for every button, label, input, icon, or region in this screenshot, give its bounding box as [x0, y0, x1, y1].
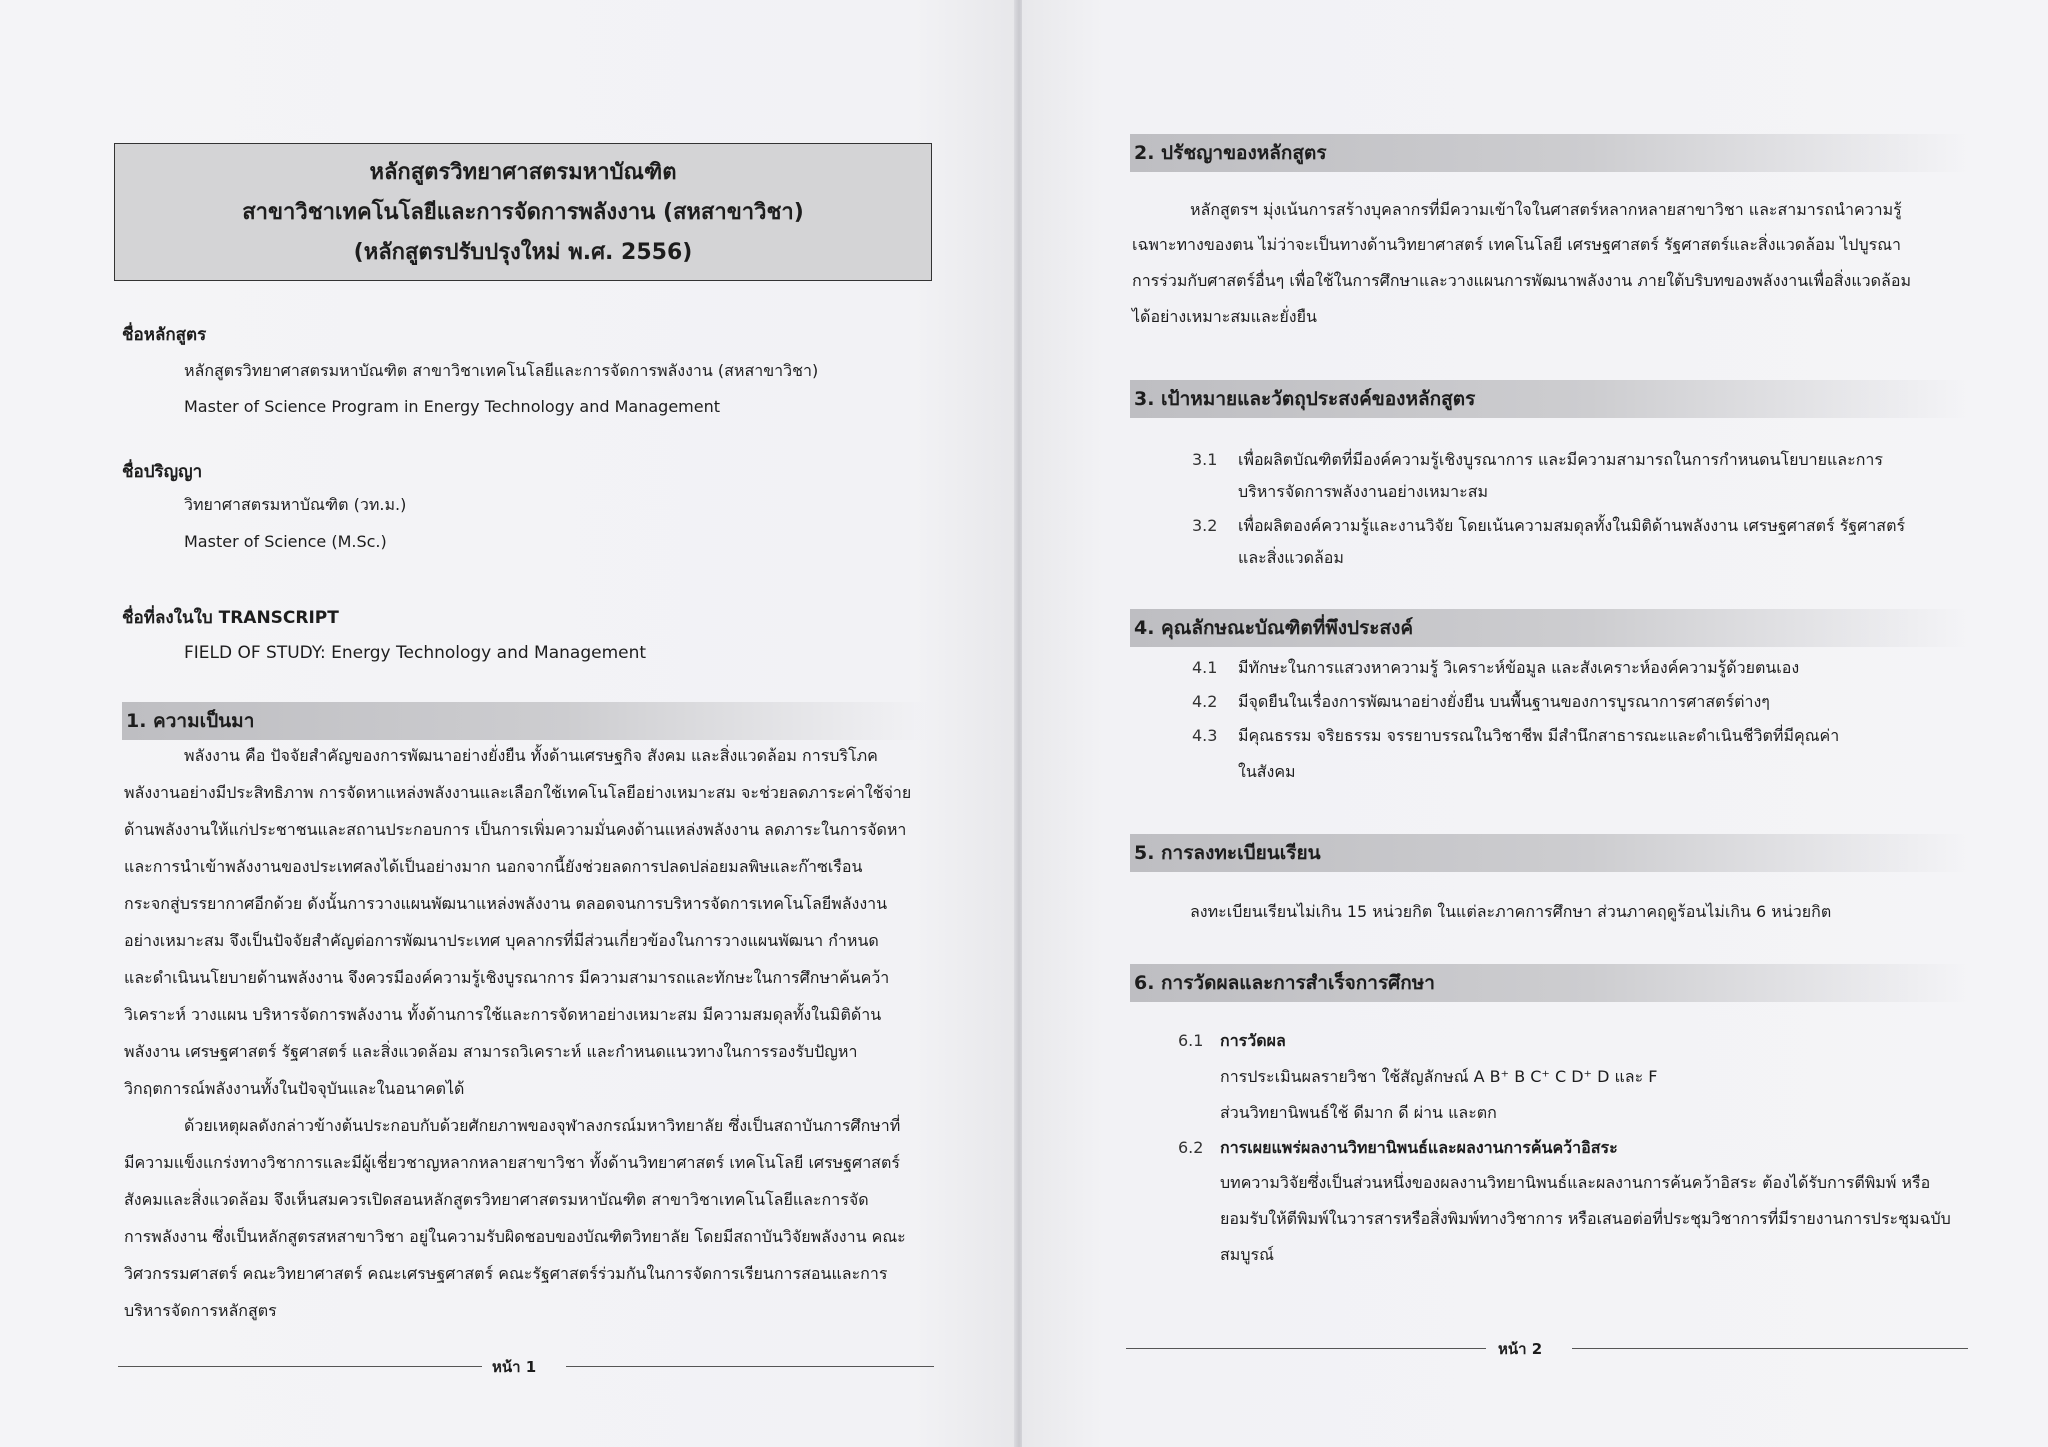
footer-rule-right	[566, 1366, 934, 1367]
section-6-sub1-line: ส่วนวิทยานิพนธ์ใช้ ดีมาก ดี ผ่าน และตก	[1220, 1103, 1497, 1122]
section-5-heading: 5. การลงทะเบียนเรียน	[1130, 834, 1968, 872]
section-4-item-line: มีคุณธรรม จริยธรรม จรรยาบรรณในวิชาชีพ มีสำนึกสาธารณะและดำเนินชีวิตที่มีคุณค่า	[1238, 726, 1840, 745]
title-line-3: (หลักสูตรปรับปรุงใหม่ พ.ศ. 2556)	[353, 240, 693, 265]
section-1-p2-line: การพลังงาน ซึ่งเป็นหลักสูตรสหสาขาวิชา อยู่ในความรับผิดชอบของบัณฑิตวิทยาลัย โดยมีสถาบันวิจัยพลังงาน คณะ	[124, 1227, 906, 1246]
section-3-item-line: บริหารจัดการพลังงานอย่างเหมาะสม	[1238, 482, 1489, 501]
program-name-thai: หลักสูตรวิทยาศาสตรมหาบัณฑิต สาขาวิชาเทคโนโลยีและการจัดการพลังงาน (สหสาขาวิชา)	[184, 361, 819, 380]
section-6-sub2-line: บทความวิจัยซึ่งเป็นส่วนหนึ่งของผลงานวิทยานิพนธ์และผลงานการค้นคว้าอิสระ ต้องได้รับการตีพิมพ์ หรือ	[1220, 1173, 1931, 1192]
footer-rule-right	[1572, 1348, 1968, 1349]
section-2-line: ได้อย่างเหมาะสมและยั่งยืน	[1132, 307, 1317, 326]
footer-rule-left	[118, 1366, 482, 1367]
section-3-heading: 3. เป้าหมายและวัตถุประสงค์ของหลักสูตร	[1130, 380, 1968, 418]
left-page	[0, 0, 1016, 1447]
title-line-1: หลักสูตรวิทยาศาสตรมหาบัณฑิต	[369, 160, 677, 185]
item-number: 4.3	[1192, 726, 1218, 745]
section-4-heading: 4. คุณลักษณะบัณฑิตที่พึงประสงค์	[1130, 609, 1968, 647]
section-4-item-line: ในสังคม	[1238, 762, 1296, 781]
item-number: 6.2	[1178, 1138, 1204, 1157]
section-1-p1-line: และการนำเข้าพลังงานของประเทศลงได้เป็นอย่างมาก นอกจากนี้ยังช่วยลดการปลดปล่อยมลพิษและก๊าซเรือน	[124, 857, 863, 876]
section-3-item-line: เพื่อผลิตองค์ความรู้และงานวิจัย โดยเน้นความสมดุลทั้งในมิติด้านพลังงาน เศรษฐศาสตร์ รัฐศาสตร์	[1238, 516, 1906, 535]
section-1-p1-line: พลังงาน เศรษฐศาสตร์ รัฐศาสตร์ และสิ่งแวดล้อม สามารถวิเคราะห์ และกำหนดแนวทางในการรองรับปัญหา	[124, 1042, 858, 1061]
section-1-p1-line: ด้านพลังงานให้แก่ประชาชนและสถานประกอบการ เป็นการเพิ่มความมั่นคงด้านแหล่งพลังงาน ลดภาระในการจัดหา	[124, 820, 907, 839]
item-number: 6.1	[1178, 1031, 1204, 1050]
page-number: หน้า 1	[492, 1358, 537, 1376]
transcript-value: FIELD OF STUDY: Energy Technology and Management	[184, 643, 647, 663]
section-6-heading: 6. การวัดผลและการสำเร็จการศึกษา	[1130, 964, 1968, 1002]
section-2-heading: 2. ปรัชญาของหลักสูตร	[1130, 134, 1968, 172]
section-1-p1-line: พลังงาน คือ ปัจจัยสำคัญของการพัฒนาอย่างยั่งยืน ทั้งด้านเศรษฐกิจ สังคม และสิ่งแวดล้อม การบริโภค	[184, 746, 878, 765]
program-name-label: ชื่อหลักสูตร	[122, 325, 207, 345]
section-2-line: เฉพาะทางของตน ไม่ว่าจะเป็นทางด้านวิทยาศาสตร์ เทคโนโลยี เศรษฐศาสตร์ รัฐศาสตร์และสิ่งแวดล้อม ไปบูรณา	[1132, 235, 1902, 254]
section-1-p2-line: วิศวกรรมศาสตร์ คณะวิทยาศาสตร์ คณะเศรษฐศาสตร์ คณะรัฐศาสตร์ร่วมกันในการจัดการเรียนการสอนและการ	[124, 1264, 888, 1283]
section-6-sub2-title: การเผยแพร่ผลงานวิทยานิพนธ์และผลงานการค้นคว้าอิสระ	[1220, 1138, 1618, 1157]
page-number: หน้า 2	[1498, 1340, 1543, 1358]
item-number: 3.1	[1192, 450, 1218, 469]
section-1-p2-line: มีความแข็งแกร่งทางวิชาการและมีผู้เชี่ยวชาญหลากหลายสาขาวิชา ทั้งด้านวิทยาศาสตร์ เทคโนโลยี เศรษฐศาสตร์	[124, 1153, 900, 1172]
right-page	[1022, 0, 2048, 1447]
section-1-p2-line: ด้วยเหตุผลดังกล่าวข้างต้นประกอบกับด้วยศักยภาพของจุฬาลงกรณ์มหาวิทยาลัย ซึ่งเป็นสถาบันการศึกษาที่	[184, 1116, 901, 1135]
section-3-item-line: เพื่อผลิตบัณฑิตที่มีองค์ความรู้เชิงบูรณาการ และมีความสามารถในการกำหนดนโยบายและการ	[1238, 450, 1883, 469]
item-number: 4.1	[1192, 658, 1218, 677]
section-1-heading: 1. ความเป็นมา	[122, 702, 928, 740]
section-2-line: หลักสูตรฯ มุ่งเน้นการสร้างบุคลากรที่มีความเข้าใจในศาสตร์หลากหลายสาขาวิชา และสามารถนำความรู้	[1190, 200, 1902, 219]
section-4-item-line: มีจุดยืนในเรื่องการพัฒนาอย่างยั่งยืน บนพื้นฐานของการบูรณาการศาสตร์ต่างๆ	[1238, 692, 1770, 711]
section-2-line: การร่วมกับศาสตร์อื่นๆ เพื่อใช้ในการศึกษาและวางแผนการพัฒนาพลังงาน ภายใต้บริบทของพลังงานเพื่อสิ่งแวดล้อม	[1132, 271, 1911, 290]
title-box	[114, 143, 932, 281]
section-1-p1-line: พลังงานอย่างมีประสิทธิภาพ การจัดหาแหล่งพลังงานและเลือกใช้เทคโนโลยีอย่างเหมาะสม จะช่วยลดภาระค่าใช้จ่าย	[124, 783, 912, 802]
section-1-p1-line: วิเคราะห์ วางแผน บริหารจัดการพลังงาน ทั้งด้านการใช้และการจัดหาอย่างเหมาะสม มีความสมดุลทั้งในมิติด้าน	[124, 1005, 882, 1024]
section-1-p1-line: อย่างเหมาะสม จึงเป็นปัจจัยสำคัญต่อการพัฒนาประเทศ บุคลากรที่มีส่วนเกี่ยวข้องในการวางแผนพัฒนา กำหนด	[124, 931, 879, 950]
section-1-p1-line: กระจกสู่บรรยากาศอีกด้วย ดังนั้นการวางแผนพัฒนาแหล่งพลังงาน ตลอดจนการบริหารจัดการเทคโนโลยีพลังงาน	[124, 894, 888, 913]
footer-rule-left	[1126, 1348, 1486, 1349]
section-5-text: ลงทะเบียนเรียนไม่เกิน 15 หน่วยกิต ในแต่ละภาคการศึกษา ส่วนภาคฤดูร้อนไม่เกิน 6 หน่วยกิต	[1190, 902, 1832, 921]
section-3-item-line: และสิ่งแวดล้อม	[1238, 548, 1344, 567]
transcript-label: ชื่อที่ลงในใบ TRANSCRIPT	[122, 608, 339, 628]
item-number: 3.2	[1192, 516, 1218, 535]
degree-name-label: ชื่อปริญญา	[122, 462, 203, 482]
item-number: 4.2	[1192, 692, 1218, 711]
section-6-sub2-line: สมบูรณ์	[1220, 1245, 1274, 1264]
section-1-p2-line: สังคมและสิ่งแวดล้อม จึงเห็นสมควรเปิดสอนหลักสูตรวิทยาศาสตรมหาบัณฑิต สาขาวิชาเทคโนโลยีและการจัด	[124, 1190, 869, 1209]
degree-name-english: Master of Science (M.Sc.)	[184, 532, 387, 551]
section-4-item-line: มีทักษะในการแสวงหาความรู้ วิเคราะห์ข้อมูล และสังเคราะห์องค์ความรู้ด้วยตนเอง	[1238, 658, 1800, 677]
section-1-p2-line: บริหารจัดการหลักสูตร	[124, 1301, 277, 1320]
section-6-sub1-line: การประเมินผลรายวิชา ใช้สัญลักษณ์ A B⁺ B C⁺ C D⁺ D และ F	[1220, 1067, 1658, 1086]
section-6-sub2-line: ยอมรับให้ตีพิมพ์ในวารสารหรือสิ่งพิมพ์ทางวิชาการ หรือเสนอต่อที่ประชุมวิชาการที่มีรายงานการประชุมฉบับ	[1220, 1209, 1951, 1228]
section-1-p1-line: วิกฤตการณ์พลังงานทั้งในปัจจุบันและในอนาคตได้	[124, 1079, 465, 1098]
section-1-p1-line: และดำเนินนโยบายด้านพลังงาน จึงควรมีองค์ความรู้เชิงบูรณาการ มีความสามารถและทักษะในการศึกษาค้นคว้า	[124, 968, 890, 987]
degree-name-thai: วิทยาศาสตรมหาบัณฑิต (วท.ม.)	[184, 495, 407, 514]
section-6-sub1-title: การวัดผล	[1220, 1031, 1286, 1050]
title-line-2: สาขาวิชาเทคโนโลยีและการจัดการพลังงาน (สหสาขาวิชา)	[242, 200, 804, 225]
program-name-english: Master of Science Program in Energy Technology and Management	[184, 397, 721, 416]
